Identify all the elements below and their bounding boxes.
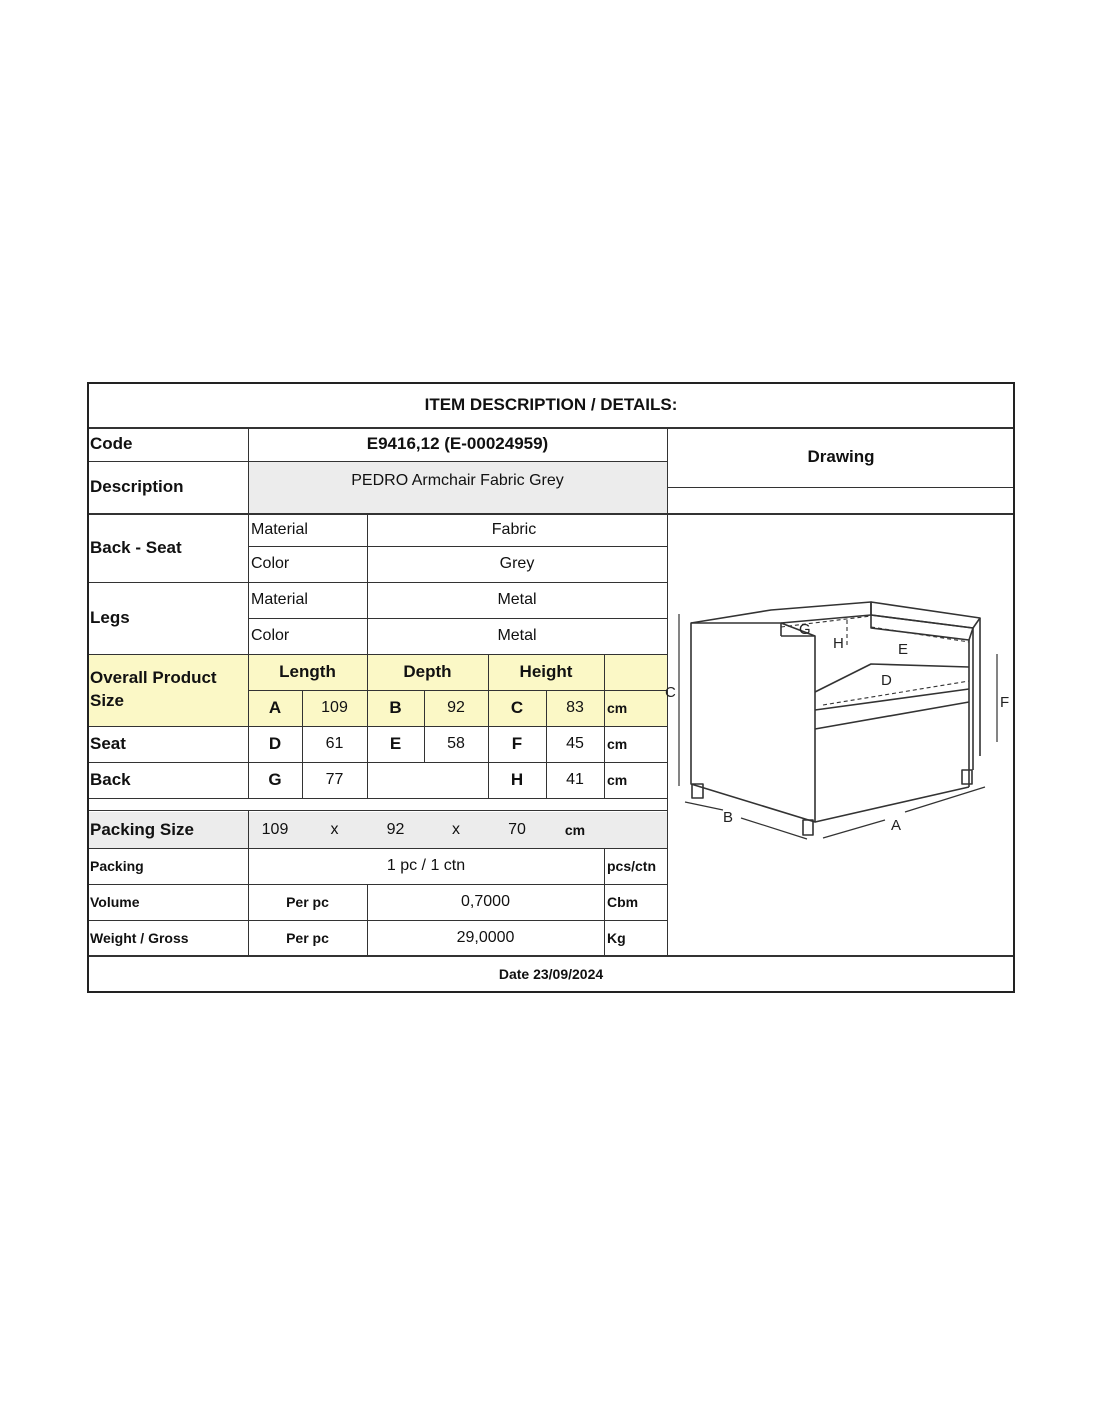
- packing-size-length: 109: [261, 821, 289, 838]
- drawing-label-d: D: [881, 672, 892, 689]
- dim-c-value: 83: [566, 699, 584, 716]
- dim-e-letter: E: [389, 734, 402, 753]
- drawing-label-b: B: [723, 809, 734, 826]
- weight-value: 29,0000: [456, 928, 515, 946]
- footer-date: Date 23/09/2024: [498, 965, 604, 982]
- dim-g-value: 77: [325, 771, 344, 788]
- legs-material-label: Material: [251, 591, 308, 608]
- dim-a-value: 109: [321, 699, 348, 716]
- sheet-title: ITEM DESCRIPTION / DETAILS:: [424, 394, 678, 414]
- dim-d-letter: D: [268, 734, 282, 753]
- height-header: Height: [519, 662, 573, 681]
- overall-unit: cm: [607, 700, 628, 716]
- weight-unit: Kg: [607, 929, 626, 946]
- overall-size-label-line2: Size: [90, 691, 125, 710]
- volume-per: Per pc: [286, 894, 329, 910]
- drawing-label: Drawing: [807, 447, 875, 466]
- legs-color-label: Color: [251, 627, 290, 644]
- packing-size-label: Packing Size: [90, 820, 194, 839]
- code-label: Code: [90, 434, 133, 453]
- drawing-label-f: F: [1000, 694, 1010, 711]
- back-unit: cm: [607, 772, 628, 788]
- packing-size-width: 92: [386, 821, 405, 838]
- overall-size-label-line1: Overall Product: [90, 668, 217, 687]
- spec-sheet: [87, 382, 1015, 993]
- code-value: E9416,12 (E-00024959): [366, 434, 549, 453]
- packing-size-x1: x: [330, 821, 339, 838]
- length-header: Length: [279, 662, 336, 681]
- drawing-label-e: E: [898, 641, 909, 658]
- dim-d-value: 61: [325, 735, 344, 752]
- weight-label: Weight / Gross: [90, 929, 189, 946]
- legs-color: Metal: [497, 627, 537, 644]
- description-value: PEDRO Armchair Fabric Grey: [351, 472, 564, 489]
- back-seat-color: Grey: [499, 555, 535, 572]
- dim-f-letter: F: [511, 734, 523, 753]
- back-seat-material-label: Material: [251, 520, 308, 538]
- seat-unit: cm: [607, 736, 628, 752]
- packing-size-unit: cm: [564, 822, 586, 838]
- dim-e-value: 58: [447, 735, 465, 752]
- back-seat-label: Back - Seat: [90, 537, 182, 557]
- dim-b-letter: B: [389, 698, 402, 717]
- packing-label: Packing: [90, 858, 144, 874]
- depth-header: Depth: [403, 662, 452, 681]
- drawing-label-c: C: [665, 684, 676, 701]
- dim-a-letter: A: [268, 698, 282, 717]
- legs-label: Legs: [90, 608, 130, 627]
- dim-c-letter: C: [510, 698, 524, 717]
- drawing-label-a: A: [891, 817, 902, 834]
- volume-value: 0,7000: [461, 893, 510, 910]
- weight-per: Per pc: [286, 929, 329, 946]
- packing-size-x2: x: [452, 821, 460, 838]
- packing-unit: pcs/ctn: [607, 858, 657, 874]
- armchair-drawing: [665, 592, 1013, 862]
- description-label: Description: [90, 477, 184, 496]
- packing-value: 1 pc / 1 ctn: [386, 857, 466, 874]
- dim-b-value: 92: [447, 699, 465, 716]
- dim-h-letter: H: [510, 770, 524, 789]
- drawing-label-h: H: [833, 635, 844, 652]
- seat-label: Seat: [90, 734, 126, 753]
- volume-unit: Cbm: [607, 894, 639, 910]
- packing-size-height: 70: [508, 821, 526, 838]
- drawing-label-g: G: [799, 621, 811, 638]
- legs-material: Metal: [497, 591, 537, 608]
- dim-h-value: 41: [566, 771, 584, 788]
- back-seat-material: Fabric: [491, 520, 537, 538]
- dim-g-letter: G: [268, 770, 282, 789]
- dim-f-value: 45: [566, 735, 584, 752]
- back-seat-color-label: Color: [251, 555, 290, 572]
- back-label: Back: [90, 770, 131, 789]
- volume-label: Volume: [90, 894, 140, 910]
